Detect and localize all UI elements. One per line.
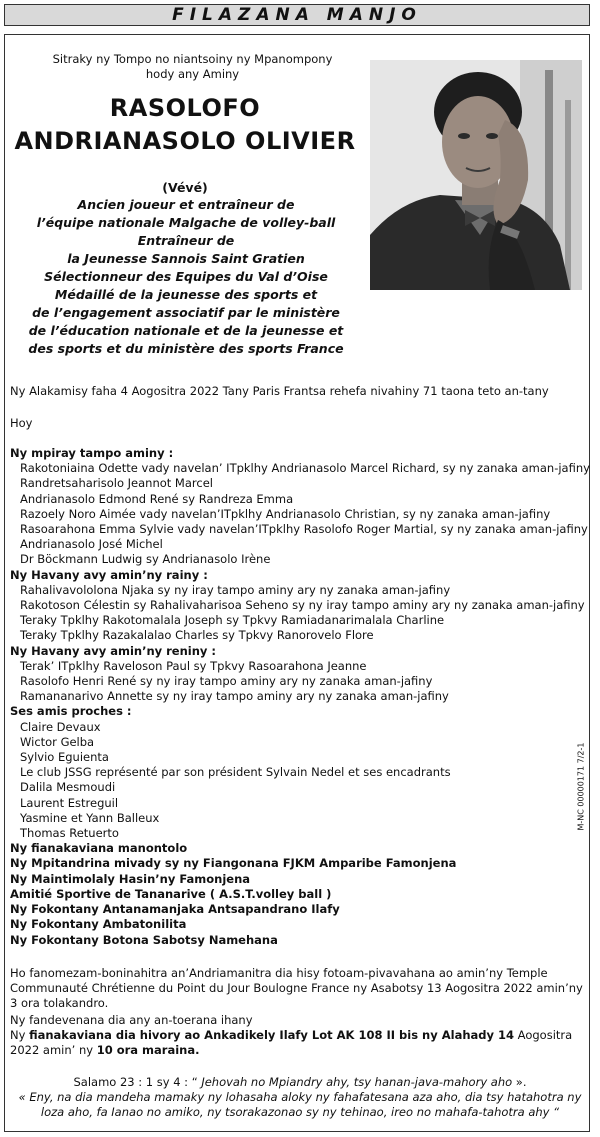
title-line: la Jeunesse Sannois Saint Gratien bbox=[67, 251, 305, 266]
group-heading: Ny Havany avy amin’ny rainy : bbox=[10, 567, 208, 582]
bold-line: Ny fianakaviana manontolo bbox=[10, 841, 188, 856]
list-item: Dr Böckmann Ludwig sy Andrianasolo Irène bbox=[20, 552, 271, 567]
list-item: Andrianasolo Edmond René sy Randreza Emma bbox=[20, 491, 294, 506]
psalm-reference: Salamo 23 : 1 sy 4 : “ bbox=[73, 1075, 202, 1089]
psalm-line-1 bbox=[10, 1075, 590, 1090]
list-item: Wictor Gelba bbox=[20, 734, 95, 749]
list-item: Rasolofo Henri René sy ny iray tampo aminy ary ny zanaka aman-jafiny bbox=[20, 674, 433, 689]
list-item: Sylvio Eguienta bbox=[20, 750, 109, 765]
title-line: l’équipe nationale Malgache de volley-ball bbox=[36, 215, 336, 230]
list-item: Laurent Estreguil bbox=[20, 795, 119, 810]
bold-line: Ny Fokontany Botona Sabotsy Namehana bbox=[10, 932, 278, 947]
nickname: (Vévé) bbox=[162, 180, 208, 195]
list-item: Le club JSSG représenté par son président Sylvain Nedel et ses encadrants bbox=[20, 765, 451, 780]
title-line: de l’éducation nationale et de la jeunesse et bbox=[28, 323, 344, 338]
psalm-verse-2: « Eny, na dia mandeha mamaky ny lohasaha aloky ny fahafatesana aza aho, dia tsy hatahotra ny loza aho, fa Ianao no amiko, ny tsorakazonao sy ny tehinao, ireo no mahafa-tahotra ahy “ bbox=[18, 1090, 582, 1119]
list-item: Rakotoniaina Odette vady navelan’ ITpklhy Andrianasolo Marcel Richard, sy ny zanaka aman-jafiny bbox=[20, 461, 590, 476]
list-item: Rahalivavololona Njaka sy ny iray tampo aminy ary ny zanaka aman-jafiny bbox=[20, 582, 451, 597]
intro-line: Sitraky ny Tompo no niantsoiny ny Mpanompony bbox=[52, 52, 333, 66]
deceased-name bbox=[10, 92, 360, 158]
list-item: Terak’ ITpklhy Raveloson Paul sy Tpkvy Rasoarahona Jeanne bbox=[20, 658, 367, 673]
group-heading: Ses amis proches : bbox=[10, 704, 132, 719]
list-item: Claire Devaux bbox=[20, 719, 101, 734]
bold-line: Ny Maintimolaly Hasin’ny Famonjena bbox=[10, 871, 251, 886]
portrait-illustration bbox=[370, 60, 582, 290]
portrait-photo bbox=[370, 60, 582, 290]
bold-line: Ny Fokontany Ambatonilita bbox=[10, 917, 187, 932]
gathering-date: Aogositra 2022 amin’ ny bbox=[10, 1028, 573, 1057]
group-heading: Ny mpiray tampo aminy : bbox=[10, 446, 174, 460]
list-item: Razoely Noro Aimée vady navelan’ITpklhy Andrianasolo Christian, sy ny zanaka aman-jafiny bbox=[20, 506, 551, 521]
group-heading: Ny Havany avy amin’ny reniny : bbox=[10, 643, 217, 658]
list-item: Andrianasolo José Michel bbox=[20, 537, 163, 552]
intro-line: hody any Aminy bbox=[145, 67, 240, 81]
list-item: Thomas Retuerto bbox=[20, 826, 119, 841]
bold-line: Ny Fokontany Antanamanjaka Antsapandrano Ilafy bbox=[10, 902, 340, 917]
reference-code-text: M-NC 00000171 7/2-1 bbox=[576, 742, 586, 831]
psalm-verse-1: Jehovah no Mpiandry ahy, tsy hanan-java-mahory aho bbox=[201, 1075, 513, 1089]
gathering-paragraph bbox=[10, 1028, 585, 1058]
reference-code bbox=[571, 742, 591, 842]
name-line: ANDRIANASOLO OLIVIER bbox=[14, 127, 356, 155]
name-line: RASOLOFO bbox=[109, 94, 261, 122]
list-item: Ramananarivo Annette sy ny iray tampo aminy ary ny zanaka aman-jafiny bbox=[20, 689, 449, 704]
titles-block bbox=[10, 196, 362, 358]
family-list bbox=[10, 446, 590, 948]
service-paragraph: Ho fanomezam-boninahitra an’Andriamanitra dia hisy fotoam-pivavahana ao amin’ny Temple Communauté Chrétienne du Point du Jour Boulogne France ny Asabotsy 13 Aogositra 2022 amin’ny 3 ora tolakandro. bbox=[10, 966, 583, 1010]
list-item: Rakotoson Célestin sy Rahalivaharisoa Seheno sy ny iray tampo aminy ary ny zanaka aman-jafiny bbox=[20, 598, 585, 613]
title-line: des sports et du ministère des sports France bbox=[28, 341, 344, 356]
intro-text bbox=[30, 52, 355, 82]
banner: FILAZANA MANJO bbox=[4, 4, 590, 26]
title-line: Médaillé de la jeunesse des sports et bbox=[54, 287, 318, 302]
psalm-end-1: ». bbox=[512, 1075, 527, 1089]
title-line: Entraîneur de bbox=[137, 233, 235, 248]
list-item: Randretsaharisolo Jeannot Marcel bbox=[20, 476, 213, 491]
list-item: Dalila Mesmoudi bbox=[20, 780, 116, 795]
gathering-lead: Ny bbox=[10, 1028, 30, 1042]
title-line: de l’engagement associatif par le ministère bbox=[32, 305, 340, 320]
bold-line: Amitié Sportive de Tananarive ( A.S.T.volley ball ) bbox=[10, 886, 332, 901]
title-line: Ancien joueur et entraîneur de bbox=[77, 197, 295, 212]
list-item: Yasmine et Yann Balleux bbox=[20, 810, 160, 825]
list-item: Rasoarahona Emma Sylvie vady navelan’ITpklhy Rasolofo Roger Martial, sy ny zanaka aman-jafiny bbox=[20, 522, 588, 537]
bold-line: Ny Mpitandrina mivady sy ny Fiangonana FJKM Amparibe Famonjena bbox=[10, 856, 457, 871]
gathering-time: 10 ora maraina. bbox=[96, 1043, 200, 1057]
list-item: Teraky Tpklhy Rakotomalala Joseph sy Tpkvy Ramiadanarimalala Charline bbox=[20, 613, 445, 628]
list-item: Teraky Tpklhy Razakalalao Charles sy Tpkvy Ranorovelo Flore bbox=[20, 628, 374, 643]
gathering-place: fianakaviana dia hivory ao Ankadikely Ilafy Lot AK 108 II bis ny Alahady 14 bbox=[29, 1028, 515, 1042]
burial-paragraph: Ny fandevenana dia any an-toerana ihany bbox=[10, 1013, 253, 1027]
hoy-label: Hoy bbox=[10, 416, 33, 430]
title-line: Sélectionneur des Equipes du Val d’Oise bbox=[44, 269, 328, 284]
psalm-quote bbox=[10, 1075, 590, 1120]
announcement: Ny Alakamisy faha 4 Aogositra 2022 Tany Paris Frantsa rehefa nivahiny 71 taona teto an-tany bbox=[10, 384, 549, 398]
